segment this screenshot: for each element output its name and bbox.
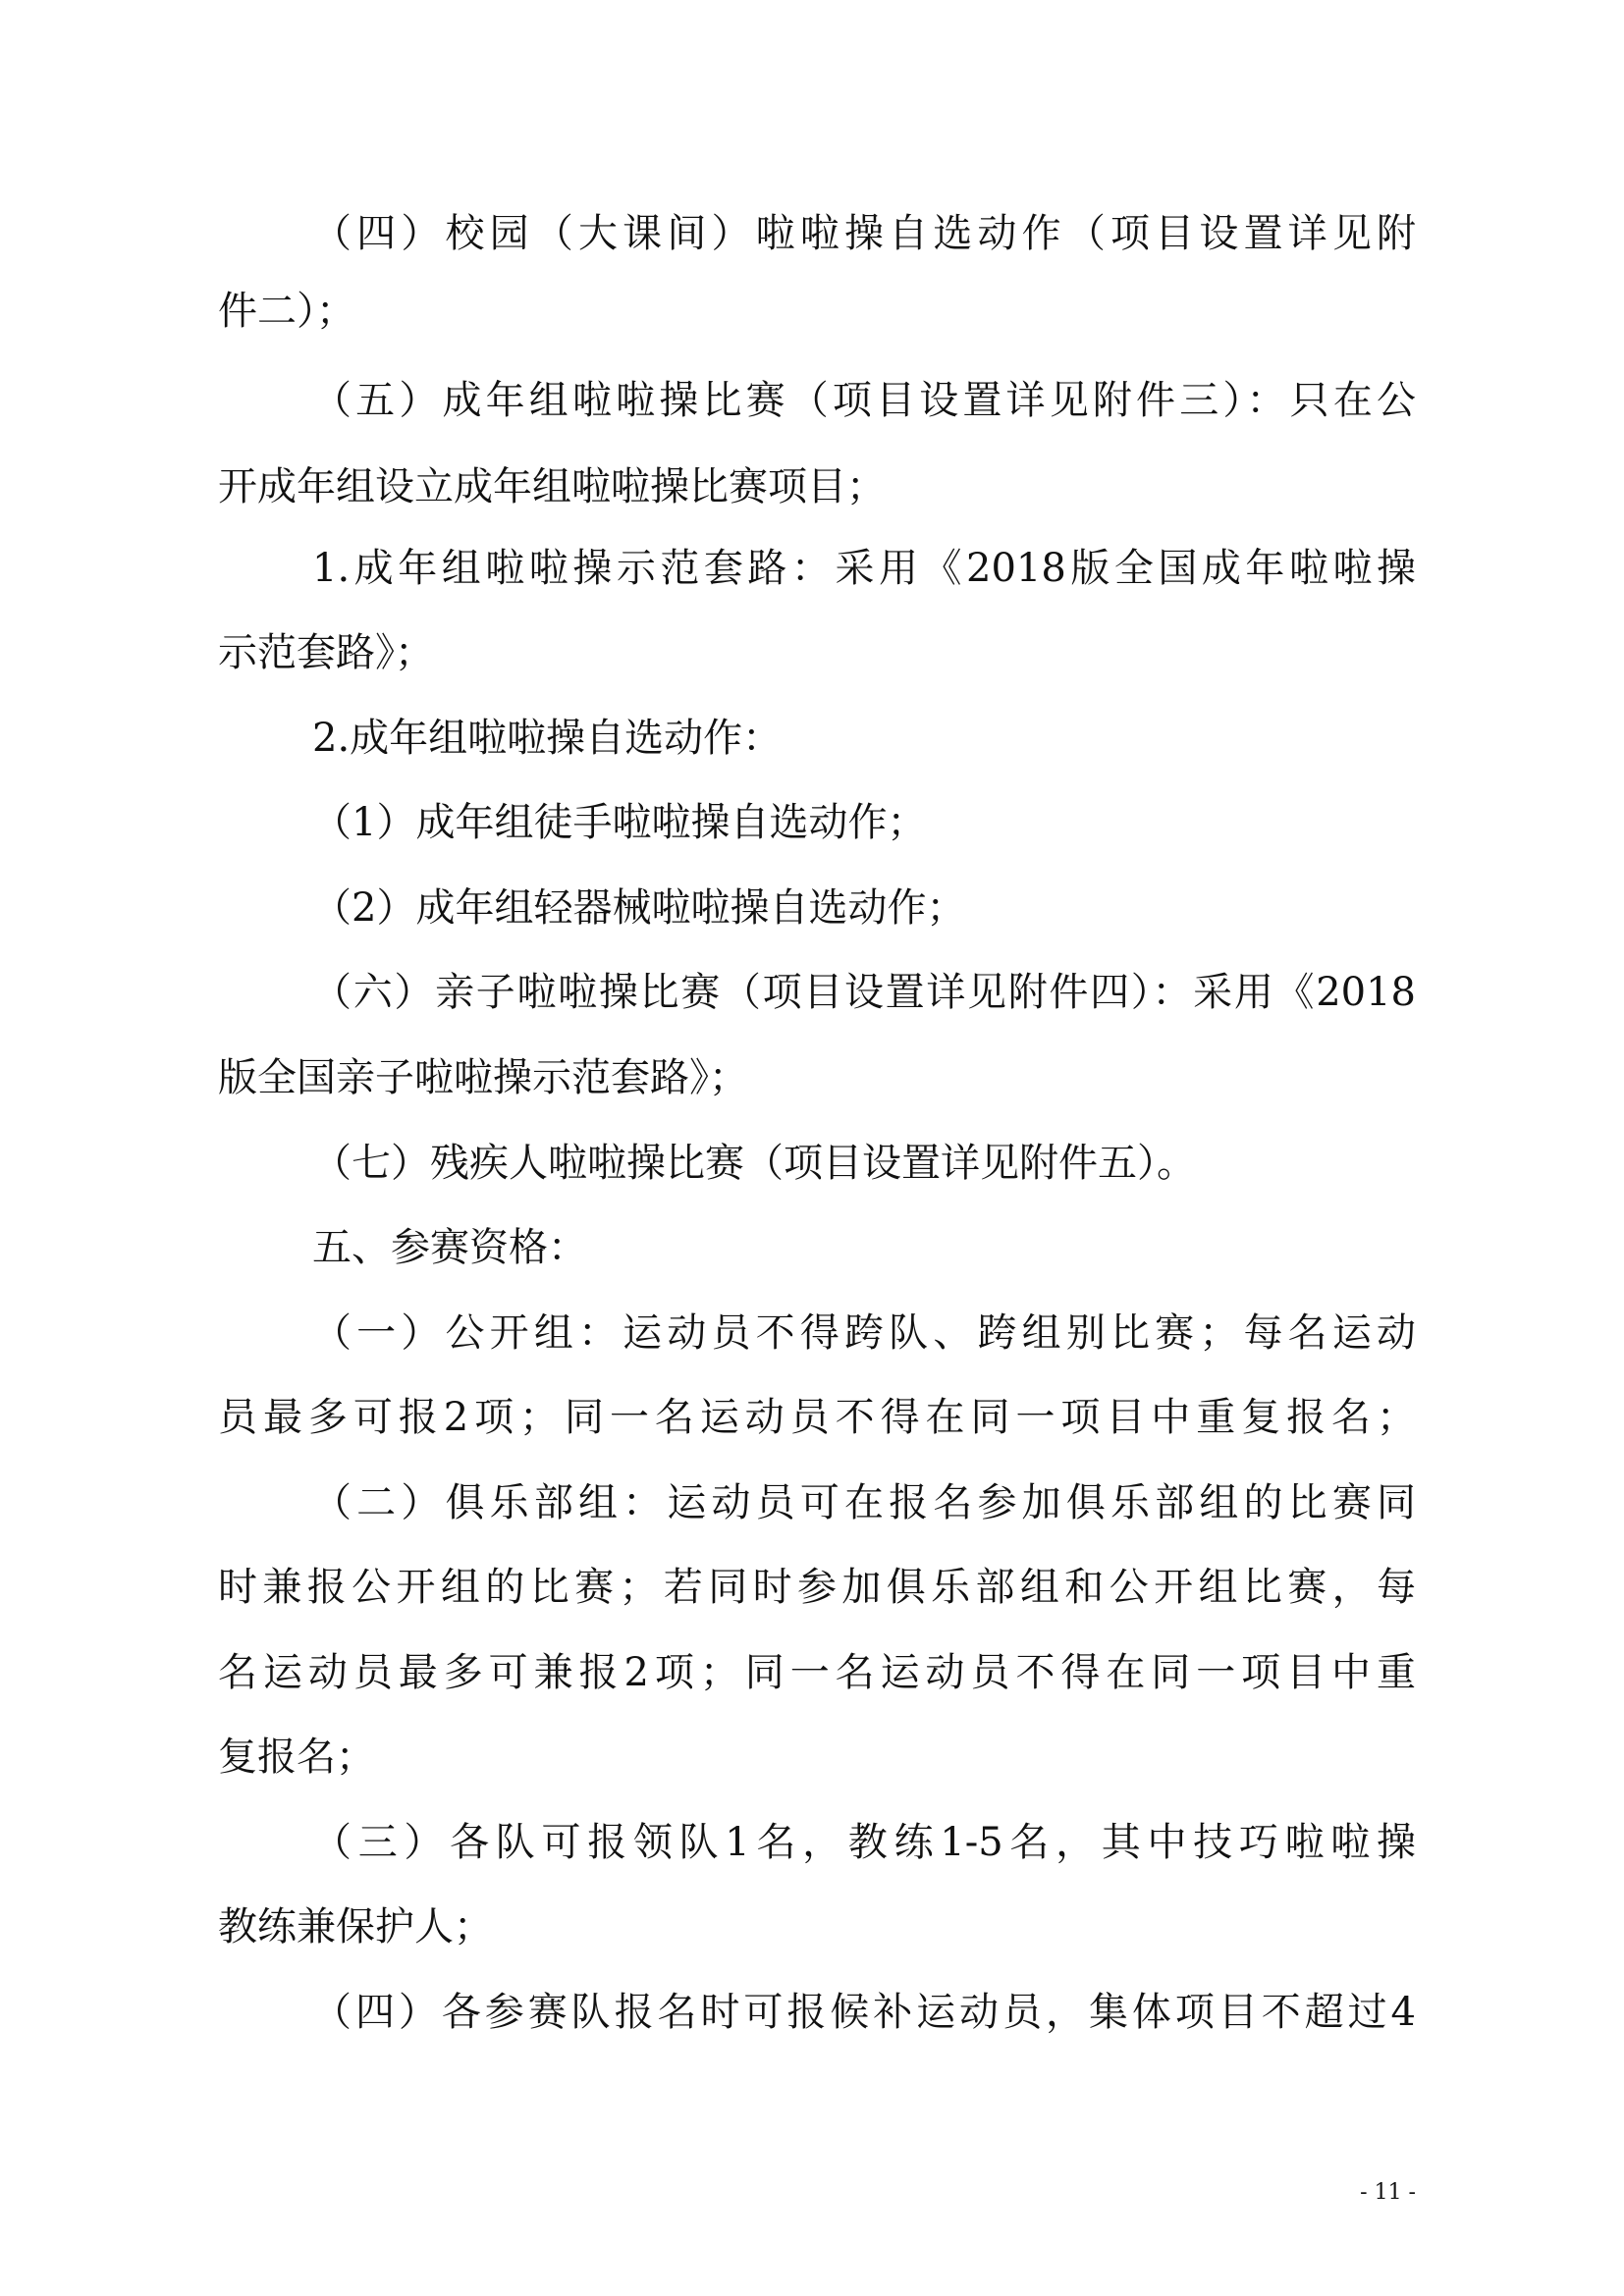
text-line: （一）公开组：运动员不得跨队、跨组别比赛；每名运动 — [312, 1310, 1416, 1356]
text-line: （2）成年组轻器械啦啦操自选动作； — [312, 885, 966, 931]
text-line: （五）成年组啦啦操比赛（项目设置详见附件三）：只在公 — [312, 378, 1416, 423]
text-line: 员最多可报2项；同一名运动员不得在同一项目中重复报名； — [218, 1395, 1416, 1440]
text-line: （七）残疾人啦啦操比赛（项目设置详见附件五）。 — [312, 1141, 1196, 1186]
text-line: （三）各队可报领队1名，教练1-5名，其中技巧啦啦操 — [312, 1820, 1416, 1865]
section-heading: 五、参赛资格： — [312, 1225, 587, 1270]
text-line: 2.成年组啦啦操自选动作： — [312, 716, 783, 761]
text-line: 时兼报公开组的比赛；若同时参加俱乐部组和公开组比赛，每 — [218, 1565, 1416, 1610]
text-line: 版全国亲子啦啦操示范套路》； — [218, 1055, 748, 1100]
text-line: 件二）； — [218, 289, 355, 334]
text-line: （四）各参赛队报名时可报候补运动员，集体项目不超过4 — [312, 1990, 1416, 2035]
page-number: - 11 - — [1360, 2180, 1416, 2205]
text-line: （二）俱乐部组：运动员可在报名参加俱乐部组的比赛同 — [312, 1480, 1416, 1525]
text-line: 教练兼保护人； — [218, 1904, 493, 1949]
text-line: 复报名； — [218, 1735, 375, 1780]
text-line: （1）成年组徒手啦啦操自选动作； — [312, 800, 927, 845]
text-line: （六）亲子啦啦操比赛（项目设置详见附件四）：采用《2018 — [312, 970, 1416, 1015]
text-line: （四）校园（大课间）啦啦操自选动作（项目设置详见附 — [312, 211, 1416, 256]
text-line: 名运动员最多可兼报2项；同一名运动员不得在同一项目中重 — [218, 1650, 1416, 1695]
text-line: 1.成年组啦啦操示范套路：采用《2018版全国成年啦啦操 — [312, 546, 1416, 591]
text-line: 示范套路》； — [218, 630, 434, 675]
text-line: 开成年组设立成年组啦啦操比赛项目； — [218, 464, 886, 509]
